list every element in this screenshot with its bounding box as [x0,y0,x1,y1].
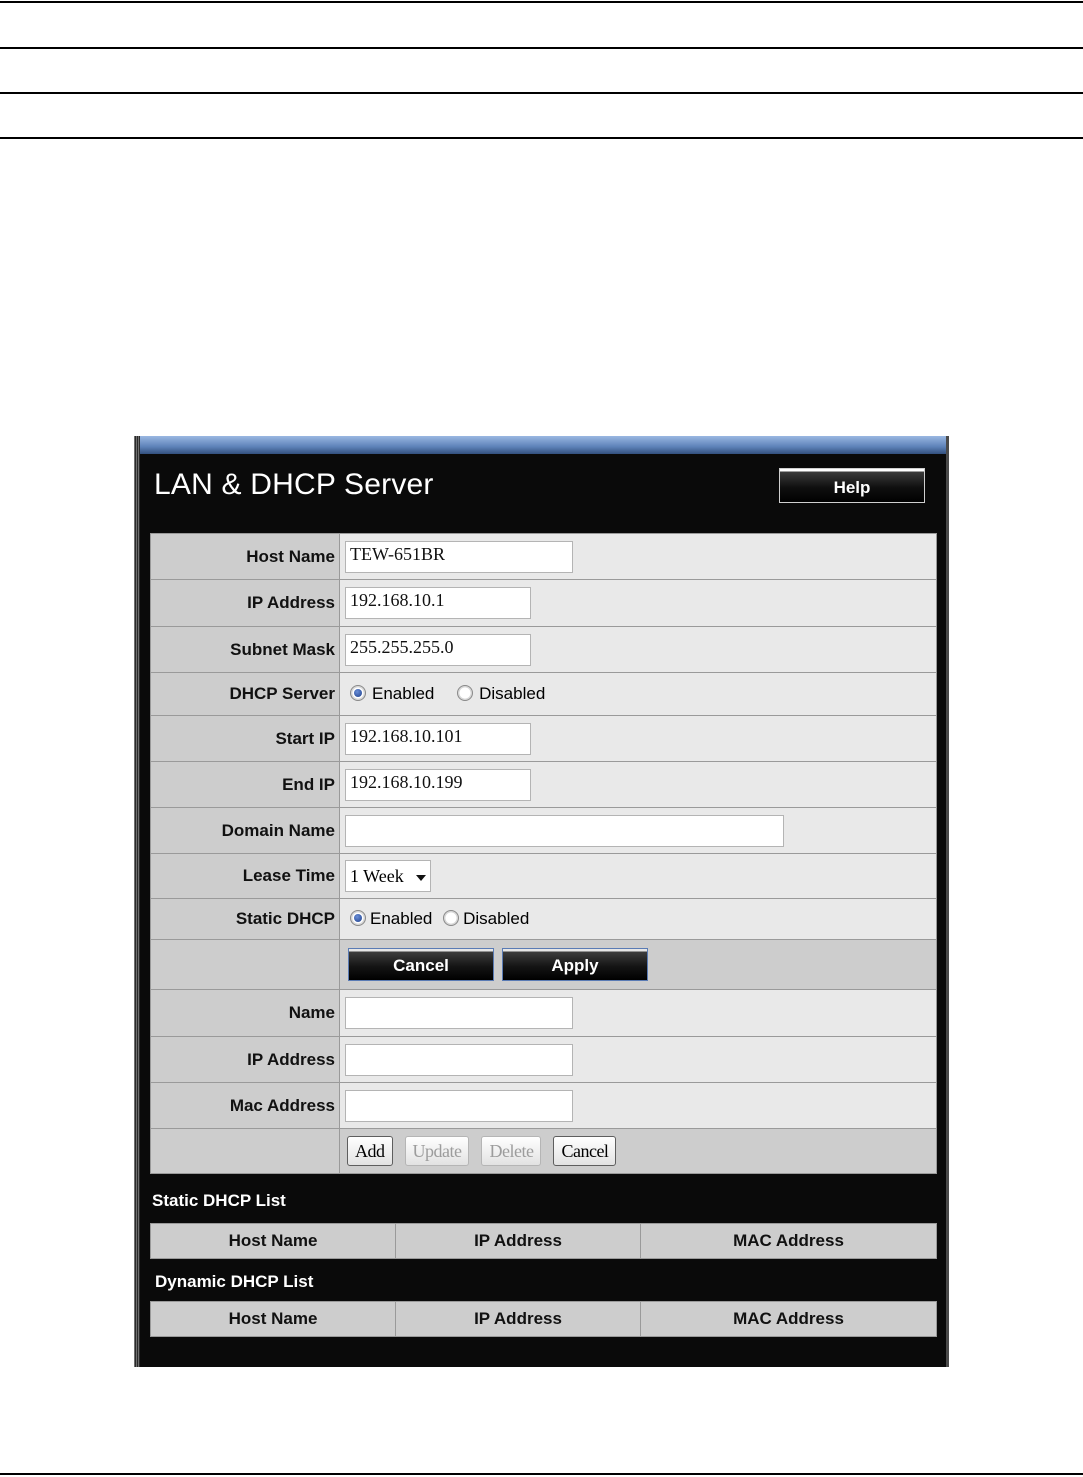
dhcp-server-disabled-radio[interactable] [457,685,473,701]
lan-dhcp-panel [134,436,949,1367]
static-dhcp-enabled-label: Enabled [370,909,433,929]
static-name-input[interactable] [345,997,573,1029]
subnet-mask-input[interactable]: 255.255.255.0 [345,634,531,666]
lease-time-row [151,854,937,899]
dhcp-server-enabled-radio[interactable] [350,685,366,701]
dynamic-list-col-mac-address: MAC Address [641,1302,937,1337]
page-rule-2 [0,47,1083,49]
static-ip-input[interactable] [345,1044,573,1076]
static-actions-row [151,1129,937,1174]
host-name-input[interactable]: TEW-651BR [345,541,573,573]
lease-time-value: 1 Week [350,865,404,886]
static-list-col-host-name: Host Name [151,1224,396,1259]
page-rule-bottom [0,1473,1083,1475]
static-list-col-ip-address: IP Address [396,1224,641,1259]
static-dhcp-list-table [150,1223,937,1259]
static-ip-label: IP Address [151,1037,340,1083]
static-mac-label: Mac Address [151,1083,340,1129]
dynamic-dhcp-list-title: Dynamic DHCP List [155,1272,314,1291]
update-button[interactable]: Update [405,1136,470,1166]
dynamic-list-col-host-name: Host Name [151,1302,396,1337]
static-name-row [151,990,937,1037]
start-ip-input[interactable]: 192.168.10.101 [345,723,531,755]
static-dhcp-enabled-radio[interactable] [350,910,366,926]
static-mac-row [151,1083,937,1129]
ip-address-input[interactable]: 192.168.10.1 [345,587,531,619]
subnet-mask-label: Subnet Mask [151,627,340,673]
lan-settings-form [150,533,937,1174]
dynamic-list-col-ip-address: IP Address [396,1302,641,1337]
ip-address-label: IP Address [151,580,340,627]
dhcp-server-enabled-label: Enabled [372,684,435,704]
static-dhcp-list-title: Static DHCP List [152,1191,286,1210]
form-actions-label-cell [151,940,340,990]
page-rule-3 [0,92,1083,94]
subnet-mask-row [151,627,937,673]
panel-left-edge [134,436,140,1367]
lease-time-select[interactable] [345,860,431,892]
dhcp-server-label: DHCP Server [151,673,340,716]
dhcp-server-row [151,673,937,716]
static-dhcp-list-header [151,1224,937,1259]
static-actions-label-cell [151,1129,340,1174]
static-mac-input[interactable] [345,1090,573,1122]
static-dhcp-label: Static DHCP [151,899,340,940]
start-ip-row [151,716,937,762]
start-ip-label: Start IP [151,716,340,762]
dynamic-dhcp-list-table [150,1301,937,1337]
ip-address-row [151,580,937,627]
delete-button[interactable]: Delete [481,1136,541,1166]
static-dhcp-disabled-label: Disabled [463,909,530,929]
end-ip-label: End IP [151,762,340,808]
cancel-button[interactable]: Cancel [348,948,494,981]
panel-top-bar [134,436,949,454]
static-dhcp-row [151,899,937,940]
help-button[interactable]: Help [779,468,925,503]
static-name-label: Name [151,990,340,1037]
add-button[interactable]: Add [347,1136,393,1166]
dhcp-server-disabled-label: Disabled [479,684,546,704]
dynamic-dhcp-list-header [151,1302,937,1337]
form-actions-row [151,940,937,990]
static-dhcp-disabled-radio[interactable] [443,910,459,926]
static-cancel-button[interactable]: Cancel [553,1136,616,1166]
end-ip-input[interactable]: 192.168.10.199 [345,769,531,801]
domain-name-label: Domain Name [151,808,340,854]
end-ip-row [151,762,937,808]
page-rule-top [0,1,1083,3]
chevron-down-icon [416,875,426,881]
lease-time-label: Lease Time [151,854,340,899]
host-name-row [151,534,937,580]
domain-name-input[interactable] [345,815,784,847]
static-ip-row [151,1037,937,1083]
page-rule-4 [0,137,1083,139]
static-list-col-mac-address: MAC Address [641,1224,937,1259]
domain-name-row [151,808,937,854]
apply-button[interactable]: Apply [502,948,648,981]
panel-right-edge [946,436,949,1367]
page-title: LAN & DHCP Server [154,468,434,501]
host-name-label: Host Name [151,534,340,580]
